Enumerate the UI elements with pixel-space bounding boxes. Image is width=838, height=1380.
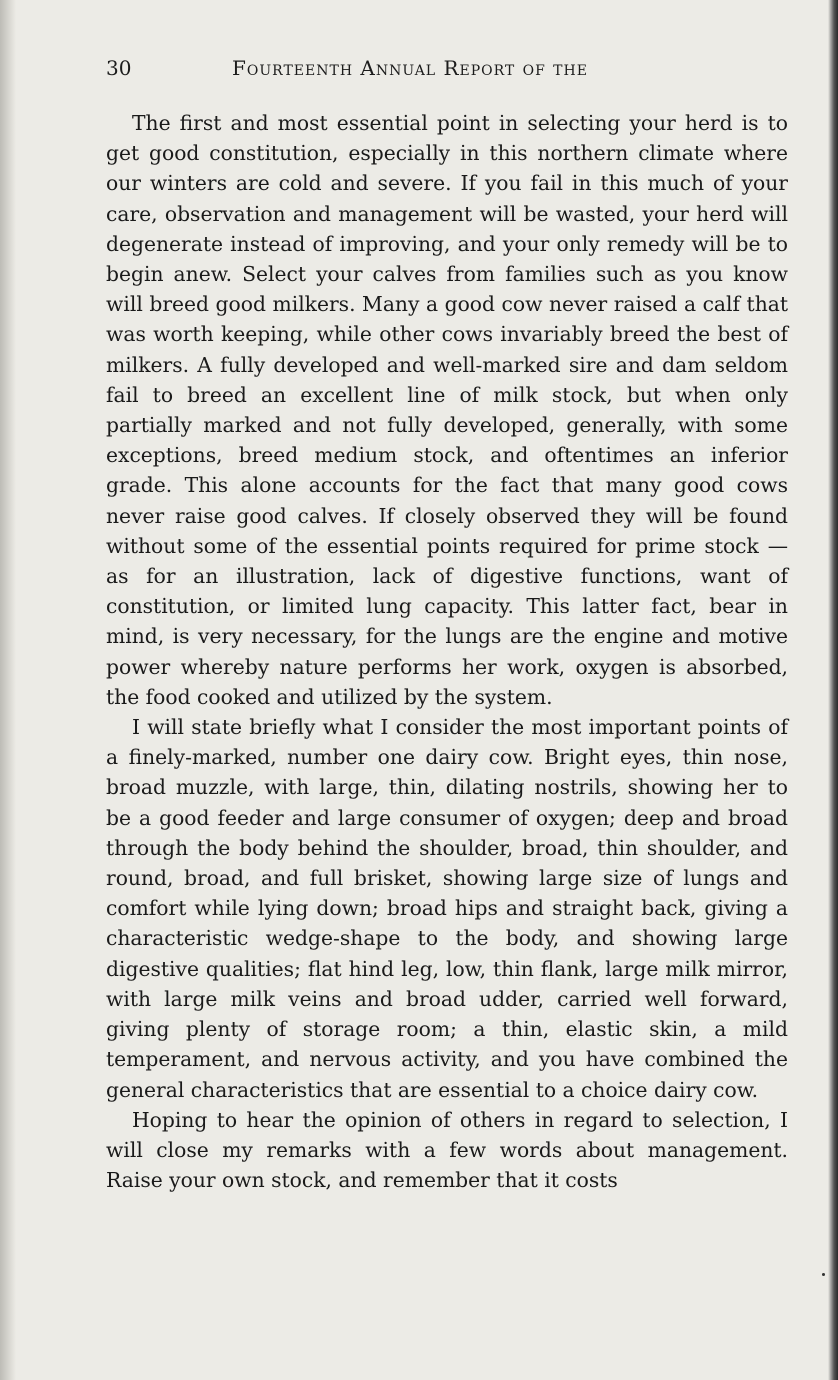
paragraph-dairy-cow-points: I will state briefly what I consider the most important points of a finely-marked, number one dairy cow. Bright eyes, thin nose, broad muzzle, with large, thin, dilating nostrils, showing her to be a good feeder and large consumer of oxygen; deep and broad through the body behind the shoulder, broad, thin shoulder, and round, broad, and full brisket, showing large size of lungs and comfort while lying down; broad hips and straight back, giving a characteristic wedge-shape to the body, and showing large digestive qualities; flat hind leg, low, thin flank, large milk mirror, with large milk veins and broad udder, carried well forward, giving plenty of storage room; a thin, elastic skin, a mild temperament, and nervous activity, and you have combined the general characteristics that are essential to a choice dairy cow. (106, 715, 788, 1102)
page-right-edge (828, 0, 838, 1380)
stray-mark (822, 1273, 825, 1276)
body-text (106, 108, 788, 1195)
paragraph-management: Hoping to hear the opinion of others in regard to selection, I will close my remarks with a few words about management. Raise your own stock, and remember that it costs (106, 1107, 788, 1193)
page-number: 30 (106, 56, 132, 80)
paragraph-selection: The first and most essential point in selecting your herd is to get good constitution, especially in this northern climate where our winters are cold and severe. If you fail in this much of your care, observation and management will be wasted, your herd will degenerate instead of improving, and your only remedy will be to begin anew. Select your calves from families such as you know will breed good milkers. Many a good cow never raised a calf that was worth keeping, while other cows invariably breed the best of milkers. A fully developed and well-marked sire and dam seldom fail to breed an excellent line of milk stock, but when only partially marked and not fully developed, generally, with some exceptions, breed medium stock, and oftentimes an inferior grade. This alone accounts for the fact that many good cows never raise good calves. If closely observed they will be found without some of the essential points required for prime stock — as for an illustration, lack of digestive functions, want of constitution, or limited lung capacity. This latter fact, bear in mind, is very necessary, for the lungs are the engine and motive power whereby nature performs her work, oxygen is absorbed, the food cooked and utilized by the system. (106, 111, 788, 709)
running-head: Fourteenth Annual Report of the (232, 56, 588, 80)
page-left-edge (0, 0, 16, 1380)
page-header (106, 56, 786, 86)
